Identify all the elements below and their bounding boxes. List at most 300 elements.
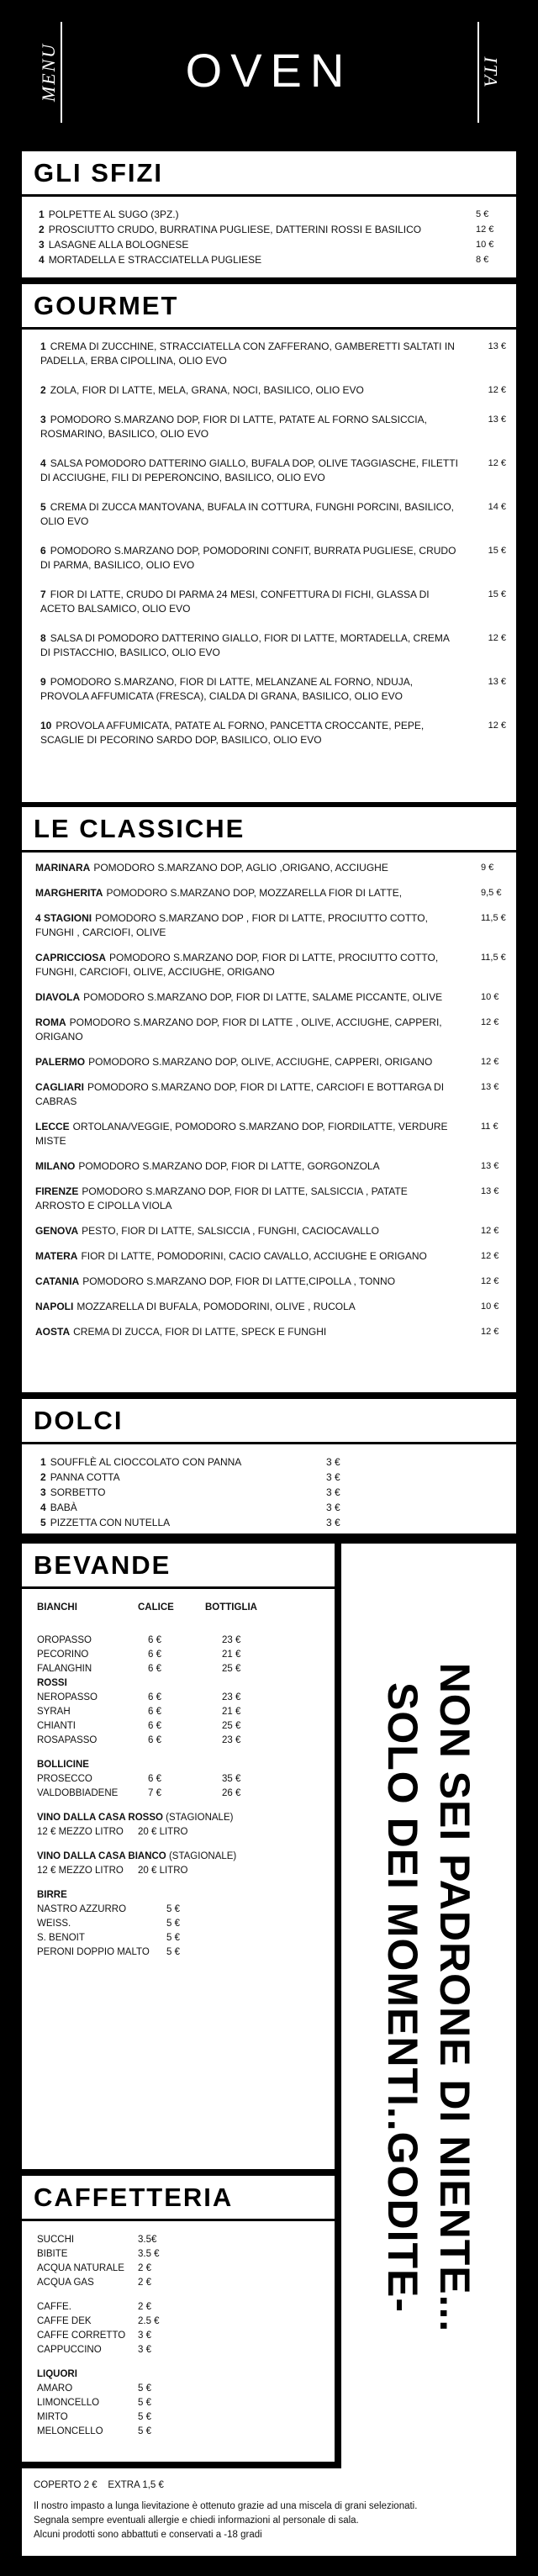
item-price: 3 €	[326, 1517, 340, 1528]
section-sfizi	[22, 151, 516, 277]
bianchi-list	[37, 1634, 335, 1676]
col-header-bianchi: BIANCHI	[37, 1602, 77, 1613]
item-name: DIAVOLA	[35, 991, 81, 1003]
item-number: 4	[39, 254, 45, 266]
birre-list	[37, 1903, 335, 1960]
list-item	[37, 2233, 335, 2247]
list-item	[39, 237, 501, 252]
list-item	[35, 1120, 508, 1148]
item-name: CREMA DI ZUCCHINE, STRACCIATELLA CON ZAFFERANO, GAMBERETTI SALTATI IN PADELLA, ERBA CIPOLLINA, OLIO EVO	[40, 340, 455, 367]
list-item	[40, 383, 506, 398]
item-price: 9 €	[481, 863, 494, 873]
wine-name: SYRAH	[37, 1707, 71, 1717]
item-price: 8 €	[476, 255, 489, 265]
item-number: 6	[40, 545, 46, 557]
list-item	[37, 1917, 335, 1931]
item-text	[35, 951, 471, 979]
language-label[interactable]: ITA	[481, 56, 502, 88]
col-header-bottiglia: BOTTIGLIA	[205, 1602, 257, 1613]
item-price: 9,5 €	[481, 888, 502, 898]
item-name: CAFFE CORRETTO	[37, 2331, 126, 2341]
item-price: 13 €	[481, 1082, 499, 1092]
item-name: ACQUA GAS	[37, 2278, 94, 2288]
wine-row	[37, 1691, 335, 1705]
item-name: ROMA	[35, 1016, 66, 1028]
item-name: PALERMO	[35, 1056, 86, 1068]
item-price: 12 €	[481, 1327, 499, 1337]
item-description: POMODORO S.MARZANO DOP, FIOR DI LATTE, CARCIOFI E BOTTARGA DI CABRAS	[35, 1081, 445, 1107]
footer-note: Il nostro impasto a lunga lievitazione è ottenuto grazie ad una miscela di grani selezionati.	[34, 2501, 418, 2511]
item-text	[35, 1325, 471, 1339]
item-number: 4	[40, 457, 46, 469]
coperto-line	[34, 2478, 504, 2493]
item-price: 3 €	[138, 2345, 151, 2355]
wine-bottiglia: 35 €	[222, 1774, 241, 1784]
bollicine-label: BOLLICINE	[37, 1760, 89, 1770]
item-name: GENOVA	[35, 1225, 79, 1237]
item-name: MIRTO	[37, 2412, 68, 2422]
item-price: 15 €	[488, 546, 506, 556]
item-number: 1	[40, 340, 46, 352]
item-name: NAPOLI	[35, 1301, 74, 1312]
wine-row	[37, 1705, 335, 1719]
wine-calice: 6 €	[148, 1650, 161, 1660]
list-item	[37, 1945, 335, 1960]
section-gourmet	[22, 284, 516, 802]
item-price: 5 €	[166, 1933, 180, 1943]
item-name: CREMA DI ZUCCA MANTOVANA, BUFALA IN COTTURA, FUNGHI PORCINI, BASILICO, OLIO EVO	[40, 501, 454, 527]
wine-bottiglia: 25 €	[222, 1664, 241, 1674]
list-item	[37, 1903, 335, 1917]
item-price: 5 €	[138, 2383, 151, 2394]
section-bevande	[22, 1544, 335, 2169]
item-name: AOSTA	[35, 1326, 71, 1338]
item-description: POMODORO S.MARZANO DOP, FIOR DI LATTE, SALAME PICCANTE, OLIVE	[83, 991, 443, 1003]
item-text	[40, 1470, 326, 1485]
item-number: 2	[40, 1471, 46, 1483]
slogan-line-1: NON SEI PADRONE DI NIENTE...	[431, 1662, 478, 2333]
list-item	[40, 457, 506, 485]
list-item	[40, 719, 506, 747]
item-name: LIMONCELLO	[37, 2398, 100, 2408]
item-text	[35, 911, 471, 940]
item-name: CAGLIARI	[35, 1081, 84, 1093]
item-price: 14 €	[488, 502, 506, 512]
item-name: PIZZETTA CON NUTELLA	[50, 1517, 171, 1528]
item-name: PROVOLA AFFUMICATA, PATATE AL FORNO, PANCETTA CROCCANTE, PEPE, SCAGLIE DI PECORINO SARDO DOP, BASILICO, OLIO EVO	[40, 720, 425, 746]
item-price: 12 €	[488, 721, 506, 731]
item-text	[35, 861, 471, 875]
wine-calice: 6 €	[148, 1707, 161, 1717]
rossi-list	[37, 1691, 335, 1748]
item-name: MILANO	[35, 1160, 76, 1172]
bevande-list	[22, 1589, 335, 1960]
wine-row	[37, 1662, 335, 1676]
wine-calice: 6 €	[148, 1692, 161, 1702]
item-text	[40, 500, 477, 529]
item-text	[40, 1485, 326, 1500]
section-title: DOLCI	[22, 1399, 516, 1444]
item-name: LASAGNE ALLA BOLOGNESE	[48, 239, 189, 251]
wine-name: PROSECCO	[37, 1774, 92, 1784]
vino-bianco-prices	[37, 1864, 335, 1878]
item-price: 13 €	[481, 1161, 499, 1171]
list-item	[40, 588, 506, 616]
item-number: 2	[39, 224, 45, 235]
item-price: 10 €	[481, 992, 499, 1002]
wine-calice: 6 €	[148, 1774, 161, 1784]
item-price: 3 €	[326, 1456, 340, 1468]
item-name: FIOR DI LATTE, CRUDO DI PARMA 24 MESI, CONFETTURA DI FICHI, GLASSA DI ACETO BALSAMICO, OLIO EVO	[40, 589, 430, 615]
item-name: SALSA POMODORO DATTERINO GIALLO, BUFALA DOP, OLIVE TAGGIASCHE, FILETTI DI ACCIUGHE, FILI DI PEPERONCINO, BASILICO, OLIO EVO	[40, 457, 458, 483]
item-name: MORTADELLA E STRACCIATELLA PUGLIESE	[48, 254, 262, 266]
slogan-text	[377, 1560, 481, 2435]
item-number: 3	[39, 239, 45, 251]
item-description: PESTO, FIOR DI LATTE, SALSICCIA , FUNGHI, CACIOCAVALLO	[82, 1225, 379, 1237]
item-text	[40, 1454, 326, 1470]
item-name: BABÀ	[50, 1502, 77, 1513]
item-name: ZOLA, FIOR DI LATTE, MELA, GRANA, NOCI, BASILICO, OLIO EVO	[50, 384, 364, 396]
item-description: POMODORO S.MARZANO DOP, FIOR DI LATTE, GORGONZOLA	[78, 1160, 380, 1172]
item-price: 11,5 €	[481, 953, 506, 963]
item-text	[35, 886, 471, 900]
item-price: 2 €	[138, 2278, 151, 2288]
item-name: POMODORO S.MARZANO DOP, FIOR DI LATTE, PATATE AL FORNO SALSICCIA, ROSMARINO, BASILICO, OLIO EVO	[40, 414, 427, 440]
liquori-label: LIQUORI	[37, 2369, 77, 2379]
rossi-label: ROSSI	[37, 1678, 67, 1688]
item-price: 10 €	[481, 1301, 499, 1312]
item-text	[40, 719, 477, 747]
wine-row	[37, 1634, 335, 1648]
item-number: 10	[40, 720, 52, 731]
language-label-box[interactable]	[477, 22, 503, 123]
list-item	[35, 1080, 508, 1109]
item-description: MOZZARELLA DI BUFALA, POMODORINI, OLIVE , RUCOLA	[76, 1301, 356, 1312]
item-number: 8	[40, 632, 46, 644]
vino-rosso-mezzo: 12 € MEZZO LITRO	[37, 1827, 124, 1837]
section-title: LE CLASSICHE	[22, 807, 516, 853]
vino-bianco-note: (STAGIONALE)	[168, 1851, 237, 1861]
item-price: 12 €	[488, 633, 506, 643]
item-price: 12 €	[488, 385, 506, 395]
item-name: SALSA DI POMODORO DATTERINO GIALLO, FIOR DI LATTE, MORTADELLA, CREMA DI PISTACCHIO, BASILICO, OLIO EVO	[40, 632, 450, 658]
item-number: 2	[40, 384, 46, 396]
item-number: 9	[40, 676, 46, 688]
wine-name: CHIANTI	[37, 1721, 76, 1731]
item-text	[35, 1224, 471, 1238]
item-text	[35, 1185, 471, 1213]
wine-name: FALANGHIN	[37, 1664, 92, 1674]
col-header-calice: CALICE	[138, 1602, 174, 1613]
item-name: MELONCELLO	[37, 2426, 103, 2436]
wine-bottiglia: 26 €	[222, 1788, 241, 1798]
item-number: 7	[40, 589, 46, 600]
item-description: POMODORO S.MARZANO DOP, FIOR DI LATTE,CIPOLLA , TONNO	[82, 1275, 396, 1287]
wine-row	[37, 1787, 335, 1801]
item-number: 5	[40, 501, 46, 513]
item-price: 3 €	[326, 1486, 340, 1498]
vino-rosso-note: (STAGIONALE)	[166, 1813, 234, 1823]
wine-table-header	[37, 1601, 335, 1615]
list-item	[40, 1515, 516, 1530]
list-item	[35, 951, 508, 979]
wine-calice: 7 €	[148, 1788, 161, 1798]
item-price: 5 €	[166, 1904, 180, 1914]
item-price: 12 €	[481, 1057, 499, 1067]
item-price: 2 €	[138, 2263, 151, 2273]
liquori-list	[37, 2382, 335, 2439]
list-item	[40, 1500, 516, 1515]
item-text	[35, 1055, 471, 1069]
list-item	[40, 500, 506, 529]
list-item	[35, 1055, 508, 1069]
vino-bianco-label: VINO DALLA CASA BIANCO	[37, 1851, 166, 1861]
item-name: CAPPUCCINO	[37, 2345, 102, 2355]
item-number: 3	[40, 1486, 46, 1498]
item-name: CAFFE.	[37, 2302, 71, 2312]
list-item	[35, 990, 508, 1005]
item-name: SUCCHI	[37, 2235, 75, 2245]
item-price: 12 €	[488, 458, 506, 468]
vino-rosso-litro: 20 € LITRO	[138, 1827, 188, 1837]
birre-label: BIRRE	[37, 1890, 67, 1900]
item-text	[35, 1120, 471, 1148]
bollicine-list	[37, 1772, 335, 1801]
list-item	[37, 2425, 335, 2439]
item-description: POMODORO S.MARZANO DOP, AGLIO ,ORIGANO, ACCIUGHE	[93, 862, 388, 874]
item-name: POMODORO S.MARZANO, FIOR DI LATTE, MELANZANE AL FORNO, NDUJA, PROVOLA AFFUMICATA (FRESCA), CIALDA DI GRANA, BASILICO, OLIO EVO	[40, 676, 414, 702]
item-description: ORTOLANA/VEGGIE, POMODORO S.MARZANO DOP, FIORDILATTE, VERDURE MISTE	[35, 1121, 448, 1147]
wine-calice: 6 €	[148, 1664, 161, 1674]
list-item	[40, 413, 506, 441]
item-description: FIOR DI LATTE, POMODORINI, CACIO CAVALLO, ACCIUGHE E ORIGANO	[81, 1250, 427, 1262]
item-price: 12 €	[476, 224, 494, 235]
item-price: 3 €	[138, 2331, 151, 2341]
list-item	[37, 2262, 335, 2276]
list-item	[37, 1931, 335, 1945]
wine-bottiglia: 23 €	[222, 1692, 241, 1702]
list-item	[35, 1185, 508, 1213]
list-item	[35, 1159, 508, 1174]
list-item	[40, 1454, 516, 1470]
list-item	[37, 2410, 335, 2425]
list-item	[40, 675, 506, 704]
list-item	[35, 1325, 508, 1339]
item-price: 12 €	[481, 1251, 499, 1261]
wine-bottiglia: 21 €	[222, 1707, 241, 1717]
list-item	[37, 2247, 335, 2262]
classiche-list	[22, 853, 516, 1339]
item-price: 13 €	[488, 414, 506, 425]
coperto-price: COPERTO 2 €	[34, 2480, 98, 2490]
item-text	[35, 1300, 471, 1314]
item-name: S. BENOIT	[37, 1933, 85, 1943]
list-item	[37, 2276, 335, 2290]
list-item	[40, 1470, 516, 1485]
item-name: LECCE	[35, 1121, 70, 1132]
list-item	[39, 252, 501, 267]
item-price: 5 €	[138, 2412, 151, 2422]
item-name: NASTRO AZZURRO	[37, 1904, 127, 1914]
item-price: 12 €	[481, 1226, 499, 1236]
item-description: POMODORO S.MARZANO DOP, FIOR DI LATTE , OLIVE, ACCIUGHE, CAPPERI, ORIGANO	[35, 1016, 442, 1043]
footer-notes	[22, 2468, 516, 2556]
item-name: CAFFE DEK	[37, 2316, 92, 2326]
wine-row	[37, 1648, 335, 1662]
item-price: 11,5 €	[481, 913, 506, 923]
logo: OVEN	[185, 44, 353, 97]
footer-note: Alcuni prodotti sono abbattuti e conservati a -18 gradi	[34, 2530, 262, 2540]
wine-bottiglia: 25 €	[222, 1721, 241, 1731]
list-item	[37, 2382, 335, 2396]
wine-row	[37, 1772, 335, 1787]
list-item	[39, 222, 501, 237]
item-text	[40, 544, 477, 573]
item-number: 1	[40, 1456, 46, 1468]
section-title: CAFFETTERIA	[22, 2176, 335, 2221]
item-description: POMODORO S.MARZANO DOP, OLIVE, ACCIUGHE, CAPPERI, ORIGANO	[88, 1056, 433, 1068]
item-price: 12 €	[481, 1276, 499, 1286]
item-name: POMODORO S.MARZANO DOP, POMODORINI CONFIT, BURRATA PUGLIESE, CRUDO DI PARMA, BASILICO, OLIO EVO	[40, 545, 456, 571]
item-price: 13 €	[488, 677, 506, 687]
slogan-line-2: SOLO DEI MOMENTI..GODITE-	[379, 1682, 426, 2313]
wine-bottiglia: 23 €	[222, 1635, 241, 1645]
wine-name: OROPASSO	[37, 1635, 92, 1645]
wine-name: VALDOBBIADENE	[37, 1788, 119, 1798]
wine-bottiglia: 21 €	[222, 1650, 241, 1660]
item-price: 3.5€	[138, 2235, 157, 2245]
section-title: GOURMET	[22, 284, 516, 330]
item-name: CATANIA	[35, 1275, 80, 1287]
item-price: 10 €	[476, 240, 494, 250]
item-name: BIBITE	[37, 2249, 68, 2259]
item-name: PROSCIUTTO CRUDO, BURRATINA PUGLIESE, DATTERINI ROSSI E BASILICO	[48, 224, 422, 235]
vino-bianco-litro: 20 € LITRO	[138, 1866, 188, 1876]
item-name: POLPETTE AL SUGO (3PZ.)	[48, 209, 179, 220]
item-name: PANNA COTTA	[50, 1471, 120, 1483]
slogan-panel	[341, 1544, 516, 2468]
item-price: 13 €	[488, 341, 506, 351]
caffe-list	[37, 2300, 335, 2357]
vino-casa-rosso	[37, 1811, 335, 1825]
list-item	[35, 1275, 508, 1289]
item-name: FIRENZE	[35, 1185, 79, 1197]
item-name: SORBETTO	[50, 1486, 106, 1498]
item-price: 2.5 €	[138, 2316, 160, 2326]
item-text	[35, 1275, 471, 1289]
vino-casa-bianco	[37, 1850, 335, 1864]
menu-header	[0, 0, 538, 143]
item-name: AMARO	[37, 2383, 73, 2394]
item-text	[40, 631, 477, 660]
wine-name: PECORINO	[37, 1650, 89, 1660]
wine-name: NEROPASSO	[37, 1692, 98, 1702]
item-name: MARGHERITA	[35, 887, 103, 899]
item-price: 15 €	[488, 589, 506, 599]
item-text	[40, 1500, 326, 1515]
item-name: PERONI DOPPIO MALTO	[37, 1947, 150, 1957]
vino-rosso-prices	[37, 1825, 335, 1840]
item-price: 3 €	[326, 1471, 340, 1483]
item-text	[40, 1515, 326, 1530]
wine-name: ROSAPASSO	[37, 1735, 98, 1745]
item-price: 5 €	[138, 2398, 151, 2408]
list-item	[40, 544, 506, 573]
item-text	[40, 413, 477, 441]
section-classiche	[22, 807, 516, 1392]
item-price: 2 €	[138, 2302, 151, 2312]
item-text	[40, 675, 477, 704]
list-item	[35, 1249, 508, 1264]
section-dolci	[22, 1399, 516, 1533]
item-name: CAPRICCIOSA	[35, 952, 107, 963]
item-text	[40, 588, 477, 616]
item-text	[35, 1016, 471, 1044]
wine-row	[37, 1734, 335, 1748]
section-title: BEVANDE	[22, 1544, 335, 1589]
item-price: 5 €	[166, 1919, 180, 1929]
item-price: 5 €	[138, 2426, 151, 2436]
list-item	[39, 207, 501, 222]
item-price: 13 €	[481, 1186, 499, 1196]
item-number: 1	[39, 209, 45, 220]
item-name: SOUFFLÈ AL CIOCCOLATO CON PANNA	[50, 1456, 242, 1468]
vino-bianco-mezzo: 12 € MEZZO LITRO	[37, 1866, 124, 1876]
item-text	[40, 457, 477, 485]
list-item	[35, 861, 508, 875]
list-item	[40, 340, 506, 368]
section-title: GLI SFIZI	[22, 151, 516, 197]
item-name: MATERA	[35, 1250, 78, 1262]
item-text	[35, 1080, 471, 1109]
item-description: POMODORO S.MARZANO DOP, FIOR DI LATTE, SALSICCIA , PATATE ARROSTO E CIPOLLA VIOLA	[35, 1185, 408, 1211]
item-price: 3.5 €	[138, 2249, 160, 2259]
item-text	[35, 1159, 471, 1174]
item-name: MARINARA	[35, 862, 91, 874]
item-number: 4	[40, 1502, 46, 1513]
item-description: CREMA DI ZUCCA, FIOR DI LATTE, SPECK E FUNGHI	[73, 1326, 327, 1338]
item-price: 3 €	[326, 1502, 340, 1513]
item-description: POMODORO S.MARZANO DOP , FIOR DI LATTE, PROCIUTTO COTTO, FUNGHI , CARCIOFI, OLIVE	[35, 912, 428, 938]
list-item	[37, 2315, 335, 2329]
item-price: 12 €	[481, 1017, 499, 1027]
wine-bottiglia: 23 €	[222, 1735, 241, 1745]
item-text	[40, 383, 477, 398]
wine-row	[37, 1719, 335, 1734]
bibite-list	[37, 2233, 335, 2290]
list-item	[35, 886, 508, 900]
item-text	[35, 990, 471, 1005]
item-price: 5 €	[166, 1947, 180, 1957]
extra-price: EXTRA 1,5 €	[108, 2480, 164, 2490]
footer-note: Segnala sempre eventuali allergie e chiedi informazioni al personale di sala.	[34, 2515, 359, 2526]
item-name: WEISS.	[37, 1919, 71, 1929]
item-price: 11 €	[481, 1122, 498, 1132]
item-text	[40, 340, 477, 368]
sfizi-list	[22, 197, 516, 267]
item-name: 4 STAGIONI	[35, 912, 92, 924]
list-item	[37, 2396, 335, 2410]
item-price: 5 €	[476, 209, 489, 219]
vino-rosso-label: VINO DALLA CASA ROSSO	[37, 1813, 163, 1823]
list-item	[35, 1016, 508, 1044]
wine-calice: 6 €	[148, 1721, 161, 1731]
list-item	[35, 1224, 508, 1238]
wine-calice: 6 €	[148, 1635, 161, 1645]
item-number: 3	[40, 414, 46, 425]
item-number: 5	[40, 1517, 46, 1528]
caffetteria-list	[22, 2221, 335, 2439]
